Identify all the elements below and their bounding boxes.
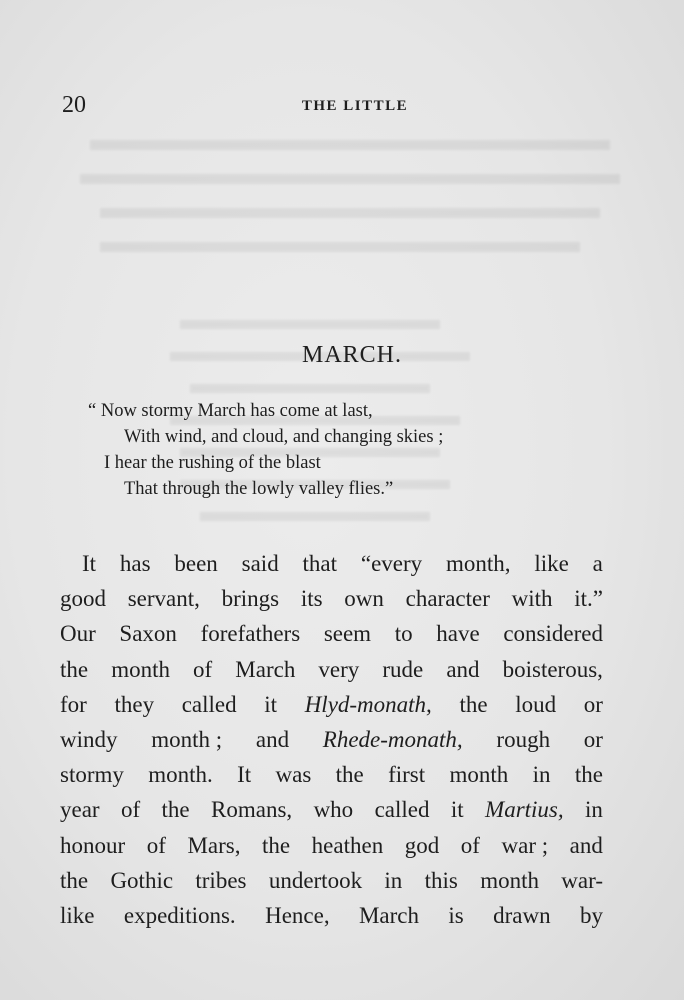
word: the: [574, 762, 603, 788]
word: in: [585, 797, 603, 823]
word: brings: [221, 586, 280, 612]
word: month: [111, 656, 170, 682]
word: the: [60, 867, 89, 893]
word: with: [511, 586, 553, 612]
word: it: [264, 691, 278, 717]
word: been: [174, 551, 218, 576]
word: the: [459, 691, 488, 717]
word: month ;: [151, 726, 223, 752]
word: has: [119, 551, 151, 576]
word: in: [532, 762, 551, 788]
word: god: [404, 832, 440, 858]
word: month,: [445, 551, 511, 576]
text-line: [60, 792, 603, 827]
word: rude: [382, 656, 424, 682]
old-english-term: Hlyd-monath,: [304, 691, 432, 717]
word: called: [374, 797, 430, 823]
word: and: [255, 726, 290, 752]
page-header: [0, 92, 684, 122]
word: Mars,: [187, 832, 241, 858]
word: Hence,: [265, 902, 330, 928]
word: called: [181, 691, 237, 717]
word: servant,: [127, 586, 200, 612]
word: honour: [60, 832, 126, 858]
word: windy: [60, 726, 118, 752]
word: March: [235, 656, 296, 682]
word: “every: [360, 551, 423, 576]
text-line: [60, 616, 603, 651]
word: or: [583, 726, 603, 752]
text-line: [60, 546, 603, 581]
word: forefathers: [200, 621, 301, 647]
word: it.”: [574, 586, 603, 612]
word: like: [534, 551, 569, 576]
word: character: [405, 586, 490, 612]
word: Our: [60, 621, 96, 647]
word: the: [60, 656, 89, 682]
word: It: [237, 762, 252, 788]
word: like: [60, 902, 95, 928]
word: is: [448, 902, 464, 928]
text-line: [60, 687, 603, 722]
word: was: [275, 762, 312, 788]
word: seem: [323, 621, 372, 647]
word: for: [60, 691, 87, 717]
text-line: [60, 898, 603, 933]
word: heathen: [311, 832, 384, 858]
word: month: [449, 762, 509, 788]
word: a: [592, 551, 603, 576]
word: month.: [148, 762, 213, 788]
epigraph-poem: [88, 398, 604, 502]
word: that: [302, 551, 338, 576]
word: Saxon: [119, 621, 177, 647]
word: said: [241, 551, 279, 576]
word: Romans,: [211, 797, 293, 823]
word: considered: [503, 621, 603, 647]
text-line: [60, 652, 603, 687]
word: and: [569, 832, 603, 858]
word: it: [450, 797, 464, 823]
word: have: [436, 621, 480, 647]
word: month: [480, 867, 539, 893]
old-english-term: Rhede-monath,: [322, 726, 463, 752]
word: very: [318, 656, 360, 682]
word: or: [583, 691, 603, 717]
poem-line: “ Now stormy March has come at last,: [88, 401, 373, 421]
word: stormy: [60, 762, 124, 788]
poem-line: I hear the rushing of the blast: [104, 453, 321, 473]
latin-term: Martius,: [485, 797, 564, 823]
word: war-: [561, 867, 603, 893]
word: tribes: [195, 867, 247, 893]
word: the: [262, 832, 291, 858]
word: first: [388, 762, 426, 788]
text-line: [60, 757, 603, 792]
text-line: [60, 722, 603, 757]
text-line: [60, 863, 603, 898]
word: expeditions.: [123, 902, 236, 928]
word: March: [358, 902, 419, 928]
word: its: [300, 586, 323, 612]
word: of: [120, 797, 141, 823]
chapter-title: MARCH.: [301, 342, 403, 368]
word: rough: [496, 726, 551, 752]
running-head: THE LITTLE: [301, 98, 409, 114]
word: of: [460, 832, 480, 858]
word: of: [193, 656, 213, 682]
word: of: [146, 832, 166, 858]
word: by: [580, 902, 603, 928]
word: boisterous,: [502, 656, 603, 682]
poem-line: That through the lowly valley flies.”: [124, 479, 394, 499]
word: the: [161, 797, 190, 823]
word: this: [424, 867, 458, 893]
word: loud: [515, 691, 557, 717]
word: own: [344, 586, 384, 612]
word: Gothic: [110, 867, 174, 893]
word: It: [82, 551, 97, 576]
word: in: [384, 867, 403, 893]
word: drawn: [493, 902, 551, 928]
body-paragraph: [60, 546, 603, 933]
word: undertook: [268, 867, 363, 893]
word: the: [335, 762, 364, 788]
page-number: 20: [62, 92, 86, 118]
word: they: [114, 691, 155, 717]
word: who: [313, 797, 354, 823]
text-line: [60, 828, 603, 863]
word: good: [60, 586, 106, 612]
word: to: [394, 621, 413, 647]
text-line: [60, 581, 603, 616]
word: year: [60, 797, 100, 823]
poem-line: With wind, and cloud, and changing skies ;: [124, 427, 444, 447]
word: and: [446, 656, 480, 682]
word: war ;: [501, 832, 549, 858]
